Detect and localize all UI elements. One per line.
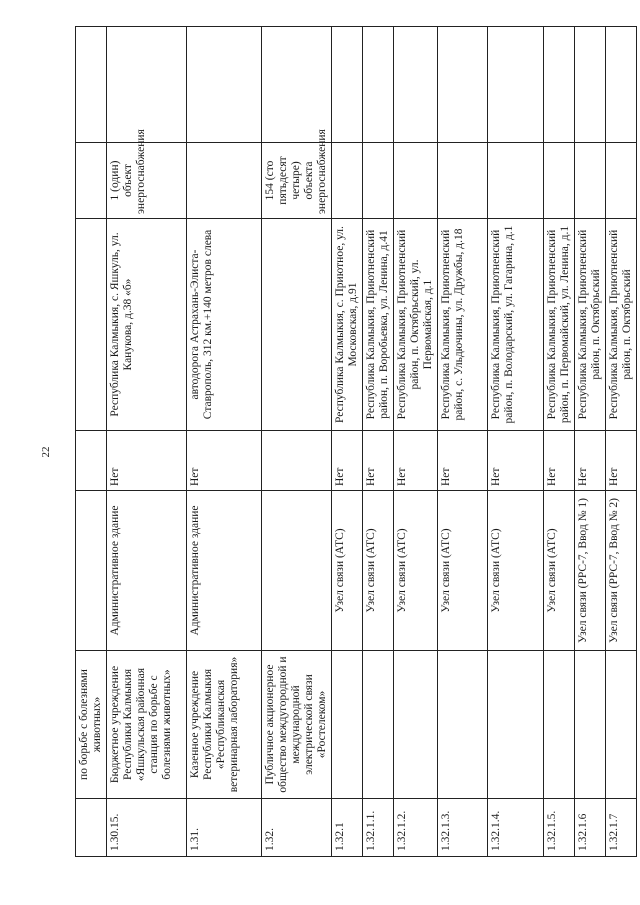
row-number: 1.32. bbox=[262, 799, 332, 857]
flag-cell: Нет bbox=[394, 431, 438, 491]
object-cell: Узел связи (АТС) bbox=[544, 491, 575, 651]
row-number: 1.32.1 bbox=[332, 799, 363, 857]
row-number: 1.32.1.2. bbox=[394, 799, 438, 857]
address-cell bbox=[262, 219, 332, 431]
empty-cell bbox=[332, 27, 363, 143]
address-cell: Республика Калмыкия, Приютненский район, с. Ульдючины, ул. Дружбы, д.18 bbox=[438, 219, 488, 431]
flag-cell: Нет bbox=[544, 431, 575, 491]
address-cell: Республика Калмыкия, Приютненский район, п. Октябрьский bbox=[575, 219, 606, 431]
object-cell: Узел связи (АТС) bbox=[394, 491, 438, 651]
empty-cell bbox=[438, 27, 488, 143]
organization-cell bbox=[544, 651, 575, 799]
empty-cell bbox=[544, 27, 575, 143]
object-cell: Административное здание bbox=[187, 491, 262, 651]
empty-cell bbox=[107, 27, 187, 143]
flag-cell: Нет bbox=[488, 431, 544, 491]
empty-cell bbox=[606, 27, 637, 143]
row-number: 1.32.1.6 bbox=[575, 799, 606, 857]
object-cell: Узел связи (АТС) bbox=[438, 491, 488, 651]
organization-cell: Публичное акционерное общество междугородной и международной электрической связи «Ростелеком» bbox=[262, 651, 332, 799]
table-row bbox=[262, 27, 332, 857]
objects-table bbox=[75, 26, 637, 857]
flag-cell: Нет bbox=[187, 431, 262, 491]
empty-cell bbox=[187, 27, 262, 143]
address-cell: Республика Калмыкия, с. Яшкуль, ул. Канукова, д.38 «б» bbox=[107, 219, 187, 431]
count-cell bbox=[606, 143, 637, 219]
page-number: 22 bbox=[40, 446, 52, 458]
count-cell bbox=[187, 143, 262, 219]
address-cell: Республика Калмыкия, Приютненский район, п. Володарский, ул. Гагарина, д.1 bbox=[488, 219, 544, 431]
address-cell: автодорога Астрахань-Элиста-Ставрополь, 312 км.+140 метров слева bbox=[187, 219, 262, 431]
count-cell: 154 (сто пятьдесят четыре) объекта энергоснабжения bbox=[262, 143, 332, 219]
row-number: 1.32.1.4. bbox=[488, 799, 544, 857]
object-cell: Узел связи (АТС) bbox=[488, 491, 544, 651]
address-cell: Республика Калмыкия, Приютненский район, п. Октябрьский, ул. Первомайская, д.1 bbox=[394, 219, 438, 431]
object-cell bbox=[76, 491, 107, 651]
table-row bbox=[332, 27, 363, 857]
row-number: 1.30.15. bbox=[107, 799, 187, 857]
flag-cell: Нет bbox=[438, 431, 488, 491]
table-row bbox=[363, 27, 394, 857]
count-cell bbox=[394, 143, 438, 219]
flag-cell: Нет bbox=[332, 431, 363, 491]
address-cell: Республика Калмыкия, с. Приютное, ул. Московская, д.91 bbox=[332, 219, 363, 431]
address-cell: Республика Калмыкия, Приютненский район, п. Первомайский, ул. Ленина, д.1 bbox=[544, 219, 575, 431]
organization-cell bbox=[394, 651, 438, 799]
table-row bbox=[438, 27, 488, 857]
organization-cell: по борьбе с болезнями животных» bbox=[76, 651, 107, 799]
flag-cell: Нет bbox=[363, 431, 394, 491]
empty-cell bbox=[363, 27, 394, 143]
flag-cell: Нет bbox=[575, 431, 606, 491]
count-cell bbox=[575, 143, 606, 219]
organization-cell bbox=[363, 651, 394, 799]
table-row bbox=[606, 27, 637, 857]
count-cell bbox=[363, 143, 394, 219]
count-cell bbox=[438, 143, 488, 219]
organization-cell: Бюджетное учреждение Республики Калмыкия «Яшкульская районная станция по борьбе с болезнями животных» bbox=[107, 651, 187, 799]
object-cell: Административное здание bbox=[107, 491, 187, 651]
object-cell: Узел связи (АТС) bbox=[363, 491, 394, 651]
organization-cell bbox=[575, 651, 606, 799]
table-row bbox=[394, 27, 438, 857]
row-number: 1.32.1.1. bbox=[363, 799, 394, 857]
rotated-table-wrapper bbox=[75, 27, 633, 857]
empty-cell bbox=[488, 27, 544, 143]
flag-cell bbox=[76, 431, 107, 491]
address-cell: Республика Калмыкия, Приютненский район, п. Воробьевка, ул. Ленина, д.41 bbox=[363, 219, 394, 431]
organization-cell bbox=[438, 651, 488, 799]
empty-cell bbox=[76, 27, 107, 143]
object-cell: Узел связи (РРС-7, Ввод № 2) bbox=[606, 491, 637, 651]
count-cell bbox=[332, 143, 363, 219]
table-row bbox=[107, 27, 187, 857]
row-number: 1.32.1.7 bbox=[606, 799, 637, 857]
organization-cell: Казенное учреждение Республики Калмыкия «Республиканская ветеринарная лаборатория» bbox=[187, 651, 262, 799]
organization-cell bbox=[606, 651, 637, 799]
empty-cell bbox=[575, 27, 606, 143]
object-cell: Узел связи (АТС) bbox=[332, 491, 363, 651]
object-cell bbox=[262, 491, 332, 651]
row-number: 1.32.1.5. bbox=[544, 799, 575, 857]
count-cell bbox=[488, 143, 544, 219]
flag-cell: Нет bbox=[107, 431, 187, 491]
count-cell: 1 (один) объект энергоснабжения bbox=[107, 143, 187, 219]
row-number: 1.31. bbox=[187, 799, 262, 857]
count-cell bbox=[76, 143, 107, 219]
address-cell: Республика Калмыкия, Приютненский район, п. Октябрьский bbox=[606, 219, 637, 431]
flag-cell bbox=[262, 431, 332, 491]
address-cell bbox=[76, 219, 107, 431]
object-cell: Узел связи (РРС-7, Ввод № 1) bbox=[575, 491, 606, 651]
organization-cell bbox=[332, 651, 363, 799]
row-number: 1.32.1.3. bbox=[438, 799, 488, 857]
table-row bbox=[575, 27, 606, 857]
empty-cell bbox=[394, 27, 438, 143]
organization-cell bbox=[488, 651, 544, 799]
table-row bbox=[544, 27, 575, 857]
table-row bbox=[488, 27, 544, 857]
row-number bbox=[76, 799, 107, 857]
table-row bbox=[76, 27, 107, 857]
count-cell bbox=[544, 143, 575, 219]
empty-cell bbox=[262, 27, 332, 143]
table-row bbox=[187, 27, 262, 857]
flag-cell: Нет bbox=[606, 431, 637, 491]
